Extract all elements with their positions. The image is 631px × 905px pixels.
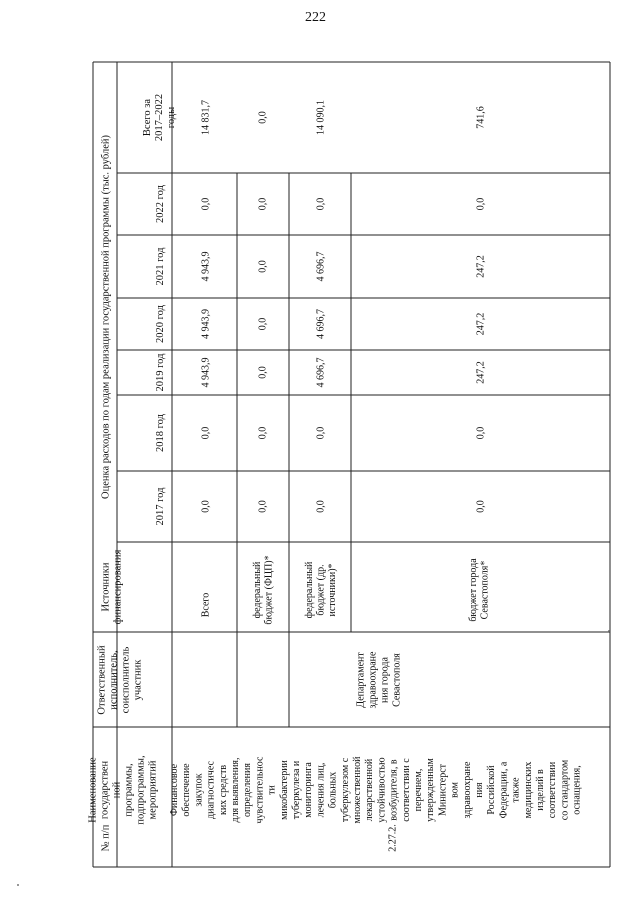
- row-name-line: ти: [266, 785, 278, 795]
- source-label-line: источники)*: [327, 563, 338, 617]
- row-name-line: Федерации, а: [498, 761, 510, 819]
- cell-value: 4 943,9: [200, 309, 212, 339]
- header-year: 2018 год: [155, 414, 166, 452]
- source-label-line: бюджет города: [467, 558, 479, 622]
- source-label: [201, 593, 212, 618]
- cell-value: 0,0: [257, 366, 269, 379]
- header-source-line: Источники: [100, 562, 112, 612]
- cell-value: 4 696,7: [315, 251, 327, 282]
- source-label-line: федеральный: [304, 561, 315, 619]
- cell-value: 0,0: [315, 426, 327, 440]
- row-name-line: ких средств: [217, 764, 229, 816]
- source-label-line: Всего: [200, 592, 212, 618]
- header-name-line: государствен: [99, 760, 111, 820]
- header-name-line: программы,: [123, 763, 135, 817]
- header-year: 2019 год: [155, 353, 166, 392]
- cell-value: 0,0: [257, 260, 269, 273]
- scan-speck: [17, 884, 19, 886]
- cell-value: 247,2: [475, 255, 487, 278]
- row-name-line: туберкулезом с: [339, 757, 351, 823]
- row-name-line: чувствительнос: [254, 756, 266, 824]
- cell-value: 4 696,7: [315, 309, 327, 339]
- cell-value: 4 943,9: [200, 251, 212, 282]
- source-label-line: Севастополя*: [479, 560, 491, 620]
- cell-value: 0,0: [475, 426, 487, 440]
- cell-value: 0,0: [200, 500, 212, 513]
- row-name-line: оснащения,: [571, 765, 583, 815]
- row-name-line: определения: [242, 763, 254, 817]
- cell-value: 0,0: [200, 197, 212, 211]
- cell-value: 0,0: [475, 197, 487, 211]
- cell-value: 14 831,7: [200, 100, 212, 135]
- header-total-line: 2017–2022: [154, 93, 165, 142]
- header-executor-line: участник: [132, 659, 144, 701]
- cell-value: 0,0: [200, 426, 212, 440]
- row-name-line: изделий в: [535, 769, 546, 811]
- row-name-line: Российской: [486, 765, 498, 815]
- cell-value: 0,0: [257, 500, 269, 513]
- header-executor-line: исполнитель,: [108, 650, 120, 710]
- row-executor-line: здравоохране: [367, 651, 379, 709]
- header-executor-line: соисполнитель: [120, 646, 132, 714]
- cell-value: 741,6: [475, 106, 487, 129]
- scan-speck: [608, 630, 610, 632]
- header-group: Оценка расходов по годам реализации государственной программы (тыс. рублей): [100, 135, 112, 499]
- header-year: 2020 год: [155, 305, 166, 343]
- header-year: 2017 год: [155, 487, 166, 526]
- page-number: 222: [305, 10, 326, 25]
- header-executor-line: Ответственный: [96, 645, 108, 715]
- row-name-line: медицинских: [522, 761, 534, 819]
- header-name: [88, 755, 159, 824]
- row-name-line: со стандартом: [559, 759, 571, 821]
- header-year: 2021 год: [155, 247, 166, 286]
- row-executor: [356, 651, 403, 708]
- cell-value: 247,2: [475, 361, 487, 384]
- row-executor-line: Департамент: [355, 652, 367, 708]
- row-name-line: устойчивостью: [376, 757, 388, 823]
- row-name-line: Министерст: [437, 763, 449, 817]
- cell-value: 0,0: [475, 500, 487, 513]
- row-name-line: больных: [327, 771, 339, 809]
- row-number: 2.27.2.: [387, 824, 399, 852]
- row-name-line: лечения лиц,: [315, 762, 327, 818]
- row-name-line: микобактерии: [278, 760, 290, 820]
- source-label: [468, 558, 491, 622]
- cell-value: 0,0: [257, 197, 269, 211]
- row-name-line: диагностичес: [205, 761, 217, 819]
- source-label-line: федеральный: [251, 561, 263, 619]
- header-name-line: подпрограммы,: [135, 755, 147, 825]
- header-source-line: финансирования: [112, 549, 124, 625]
- row-name-line: ния: [474, 782, 485, 798]
- source-label: [304, 561, 338, 618]
- row-name-line: также: [510, 777, 522, 803]
- source-label-line: бюджет (ФЦП)*: [263, 555, 275, 625]
- row-name-line: соответствии с: [400, 758, 412, 822]
- row-name-line: закупок: [193, 773, 205, 807]
- row-name-line: вом: [449, 782, 461, 798]
- row-name-line: для выявления,: [230, 757, 241, 823]
- cell-value: 0,0: [315, 197, 327, 211]
- header-total-line: годы: [166, 106, 177, 129]
- cell-value: 14 090,1: [315, 100, 327, 135]
- header-name-line: мероприятий: [147, 760, 159, 820]
- row-name-line: лекарственной: [364, 758, 376, 822]
- source-label-line: бюджет (др.: [315, 564, 327, 616]
- cell-value: 0,0: [257, 426, 269, 440]
- source-label: [252, 555, 275, 624]
- cell-value: 4 943,9: [200, 357, 212, 388]
- row-name-line: множественной: [352, 756, 363, 824]
- cell-value: 0,0: [257, 111, 269, 124]
- row-name-line: возбудителя, в: [388, 759, 400, 821]
- row-name-line: туберкулеза и: [291, 760, 302, 820]
- cell-value: 0,0: [257, 317, 269, 331]
- header-no: № п/п: [100, 824, 112, 852]
- row-name-line: мониторинга: [303, 762, 315, 818]
- cell-value: 4 696,7: [315, 357, 327, 388]
- row-name-line: здравоохране: [461, 761, 473, 819]
- header-source: [101, 550, 124, 625]
- row-executor-line: ния города: [379, 657, 391, 703]
- row-name-line: перечнем,: [413, 768, 424, 812]
- header-total-line: Всего за: [142, 98, 153, 137]
- row-name-line: обеспечение: [181, 763, 193, 817]
- row-name-line: Финансовое: [169, 763, 180, 817]
- header-name-line: Наименование: [87, 757, 99, 823]
- row-executor-line: Севастополя: [391, 653, 403, 707]
- header-executor: [97, 645, 144, 715]
- cell-value: 247,2: [475, 312, 487, 336]
- row-name-line: соответствии: [547, 761, 559, 819]
- header-name-line: ной: [111, 781, 123, 799]
- header-year: 2022 год: [155, 185, 166, 223]
- cell-value: 0,0: [315, 500, 327, 513]
- row-name-line: утвержденным: [425, 758, 437, 822]
